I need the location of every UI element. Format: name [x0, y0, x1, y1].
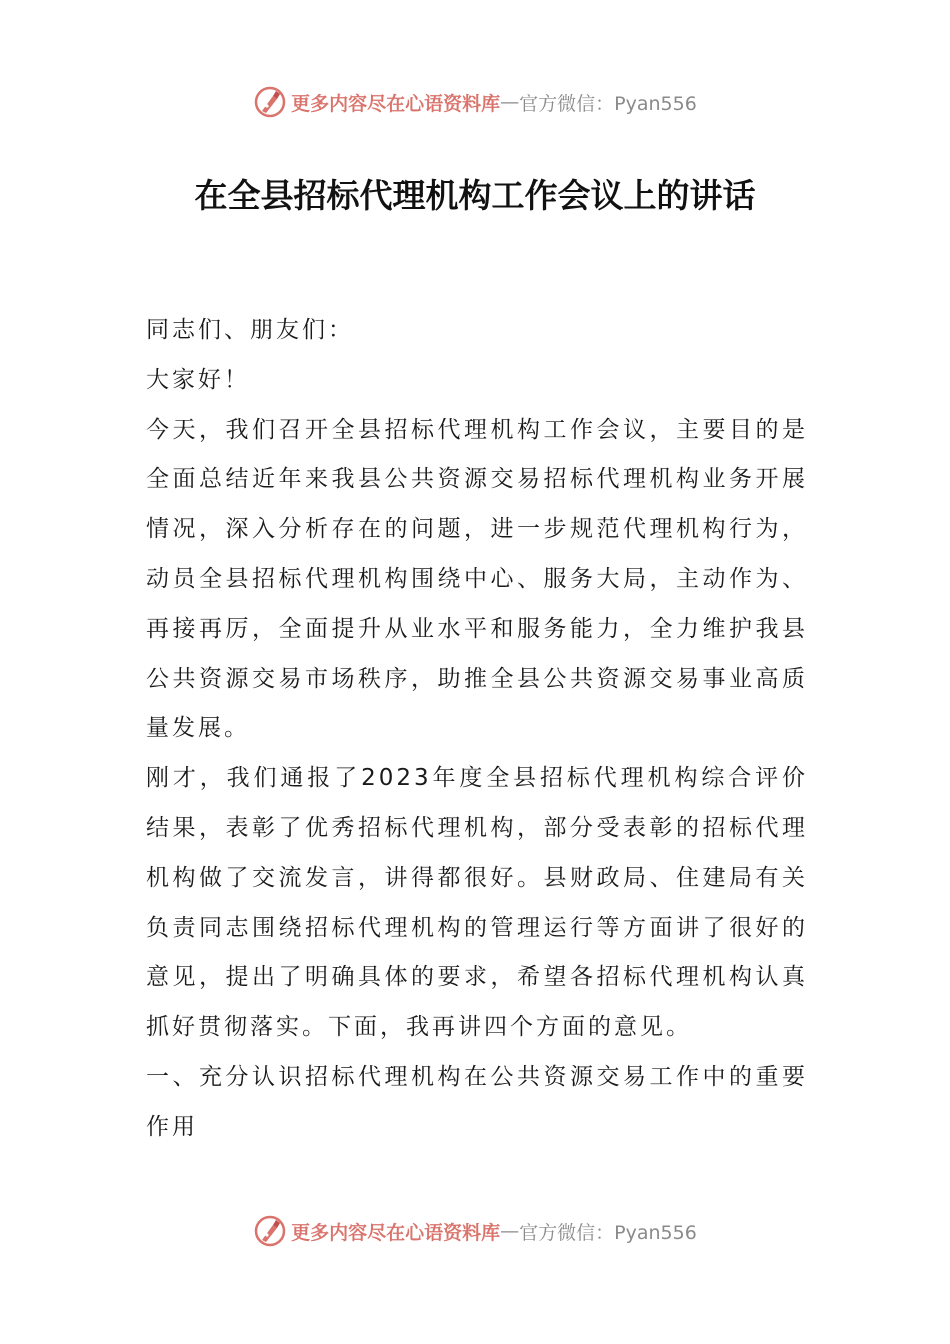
paragraph-review: 刚才，我们通报了2023年度全县招标代理机构综合评价结果，表彰了优秀招标代理机构，部分受表彰的招标代理机构做了交流发言，讲得都很好。县财政局、住建局有关负责同志围绕招标代理机构的管理运行等方面讲了很好的意见，提出了明确具体的要求，希望各招标代理机构认真抓好贯彻落实。下面，我再讲四个方面的意见。: [146, 765, 808, 1041]
watermark-main-text: 更多内容尽在心语资料库: [291, 1221, 501, 1244]
section-heading-1: 一、充分认识招标代理机构在公共资源交易工作中的重要作用: [146, 1063, 808, 1140]
document-body: [146, 306, 808, 1153]
watermark-wechat-text: 官方微信：Pyan556: [519, 1221, 697, 1244]
watermark-wechat-text: 官方微信：Pyan556: [519, 92, 697, 115]
pen-nib-logo-icon: [253, 85, 287, 119]
watermark-separator: —: [500, 1220, 520, 1242]
watermark-separator: —: [500, 91, 520, 113]
pen-nib-logo-icon: [253, 1214, 287, 1248]
paragraph-purpose: 今天，我们召开全县招标代理机构工作会议，主要目的是全面总结近年来我县公共资源交易招标代理机构业务开展情况，深入分析存在的问题，进一步规范代理机构行为，动员全县招标代理机构围绕中心、服务大局，主动作为、再接再厉，全面提升从业水平和服务能力，全力维护我县公共资源交易市场秩序，助推全县公共资源交易事业高质量发展。: [146, 416, 808, 742]
document-title: 在全县招标代理机构工作会议上的讲话: [194, 176, 756, 215]
header-watermark: [0, 82, 950, 122]
paragraph-greeting: 大家好！: [146, 366, 250, 393]
footer-watermark: [0, 1211, 950, 1251]
paragraph-salutation: 同志们、朋友们：: [146, 317, 354, 343]
watermark-main-text: 更多内容尽在心语资料库: [291, 92, 501, 115]
